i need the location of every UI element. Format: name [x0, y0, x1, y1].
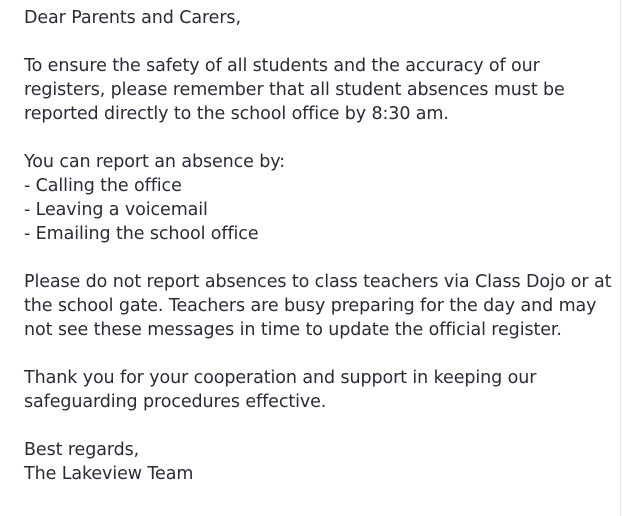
list-intro: You can report an absence by:: [24, 152, 286, 172]
spacer: [24, 246, 614, 270]
spacer: [24, 414, 614, 438]
spacer: [24, 126, 614, 150]
spacer: [24, 30, 614, 54]
list-item: - Calling the office: [24, 176, 182, 196]
signature: The Lakeview Team: [24, 464, 194, 484]
greeting: Dear Parents and Carers,: [24, 8, 241, 28]
thanks-paragraph: Thank you for your cooperation and support in keeping our safeguarding procedures effective.: [24, 368, 537, 412]
spacer: [24, 342, 614, 366]
list-item: - Emailing the school office: [24, 224, 259, 244]
intro-paragraph: To ensure the safety of all students and the accuracy of our registers, please remember that all student absences must be reported directly to the school office by 8:30 am.: [24, 56, 565, 124]
message-body: [24, 6, 614, 486]
list-item: - Leaving a voicemail: [24, 200, 208, 220]
sign-off: Best regards,: [24, 440, 140, 460]
policy-paragraph: Please do not report absences to class teachers via Class Dojo or at the school gate. Teachers are busy preparing for the day and may not see these messages in time to update the official register.: [24, 272, 612, 340]
absence-methods-list: [24, 174, 614, 246]
